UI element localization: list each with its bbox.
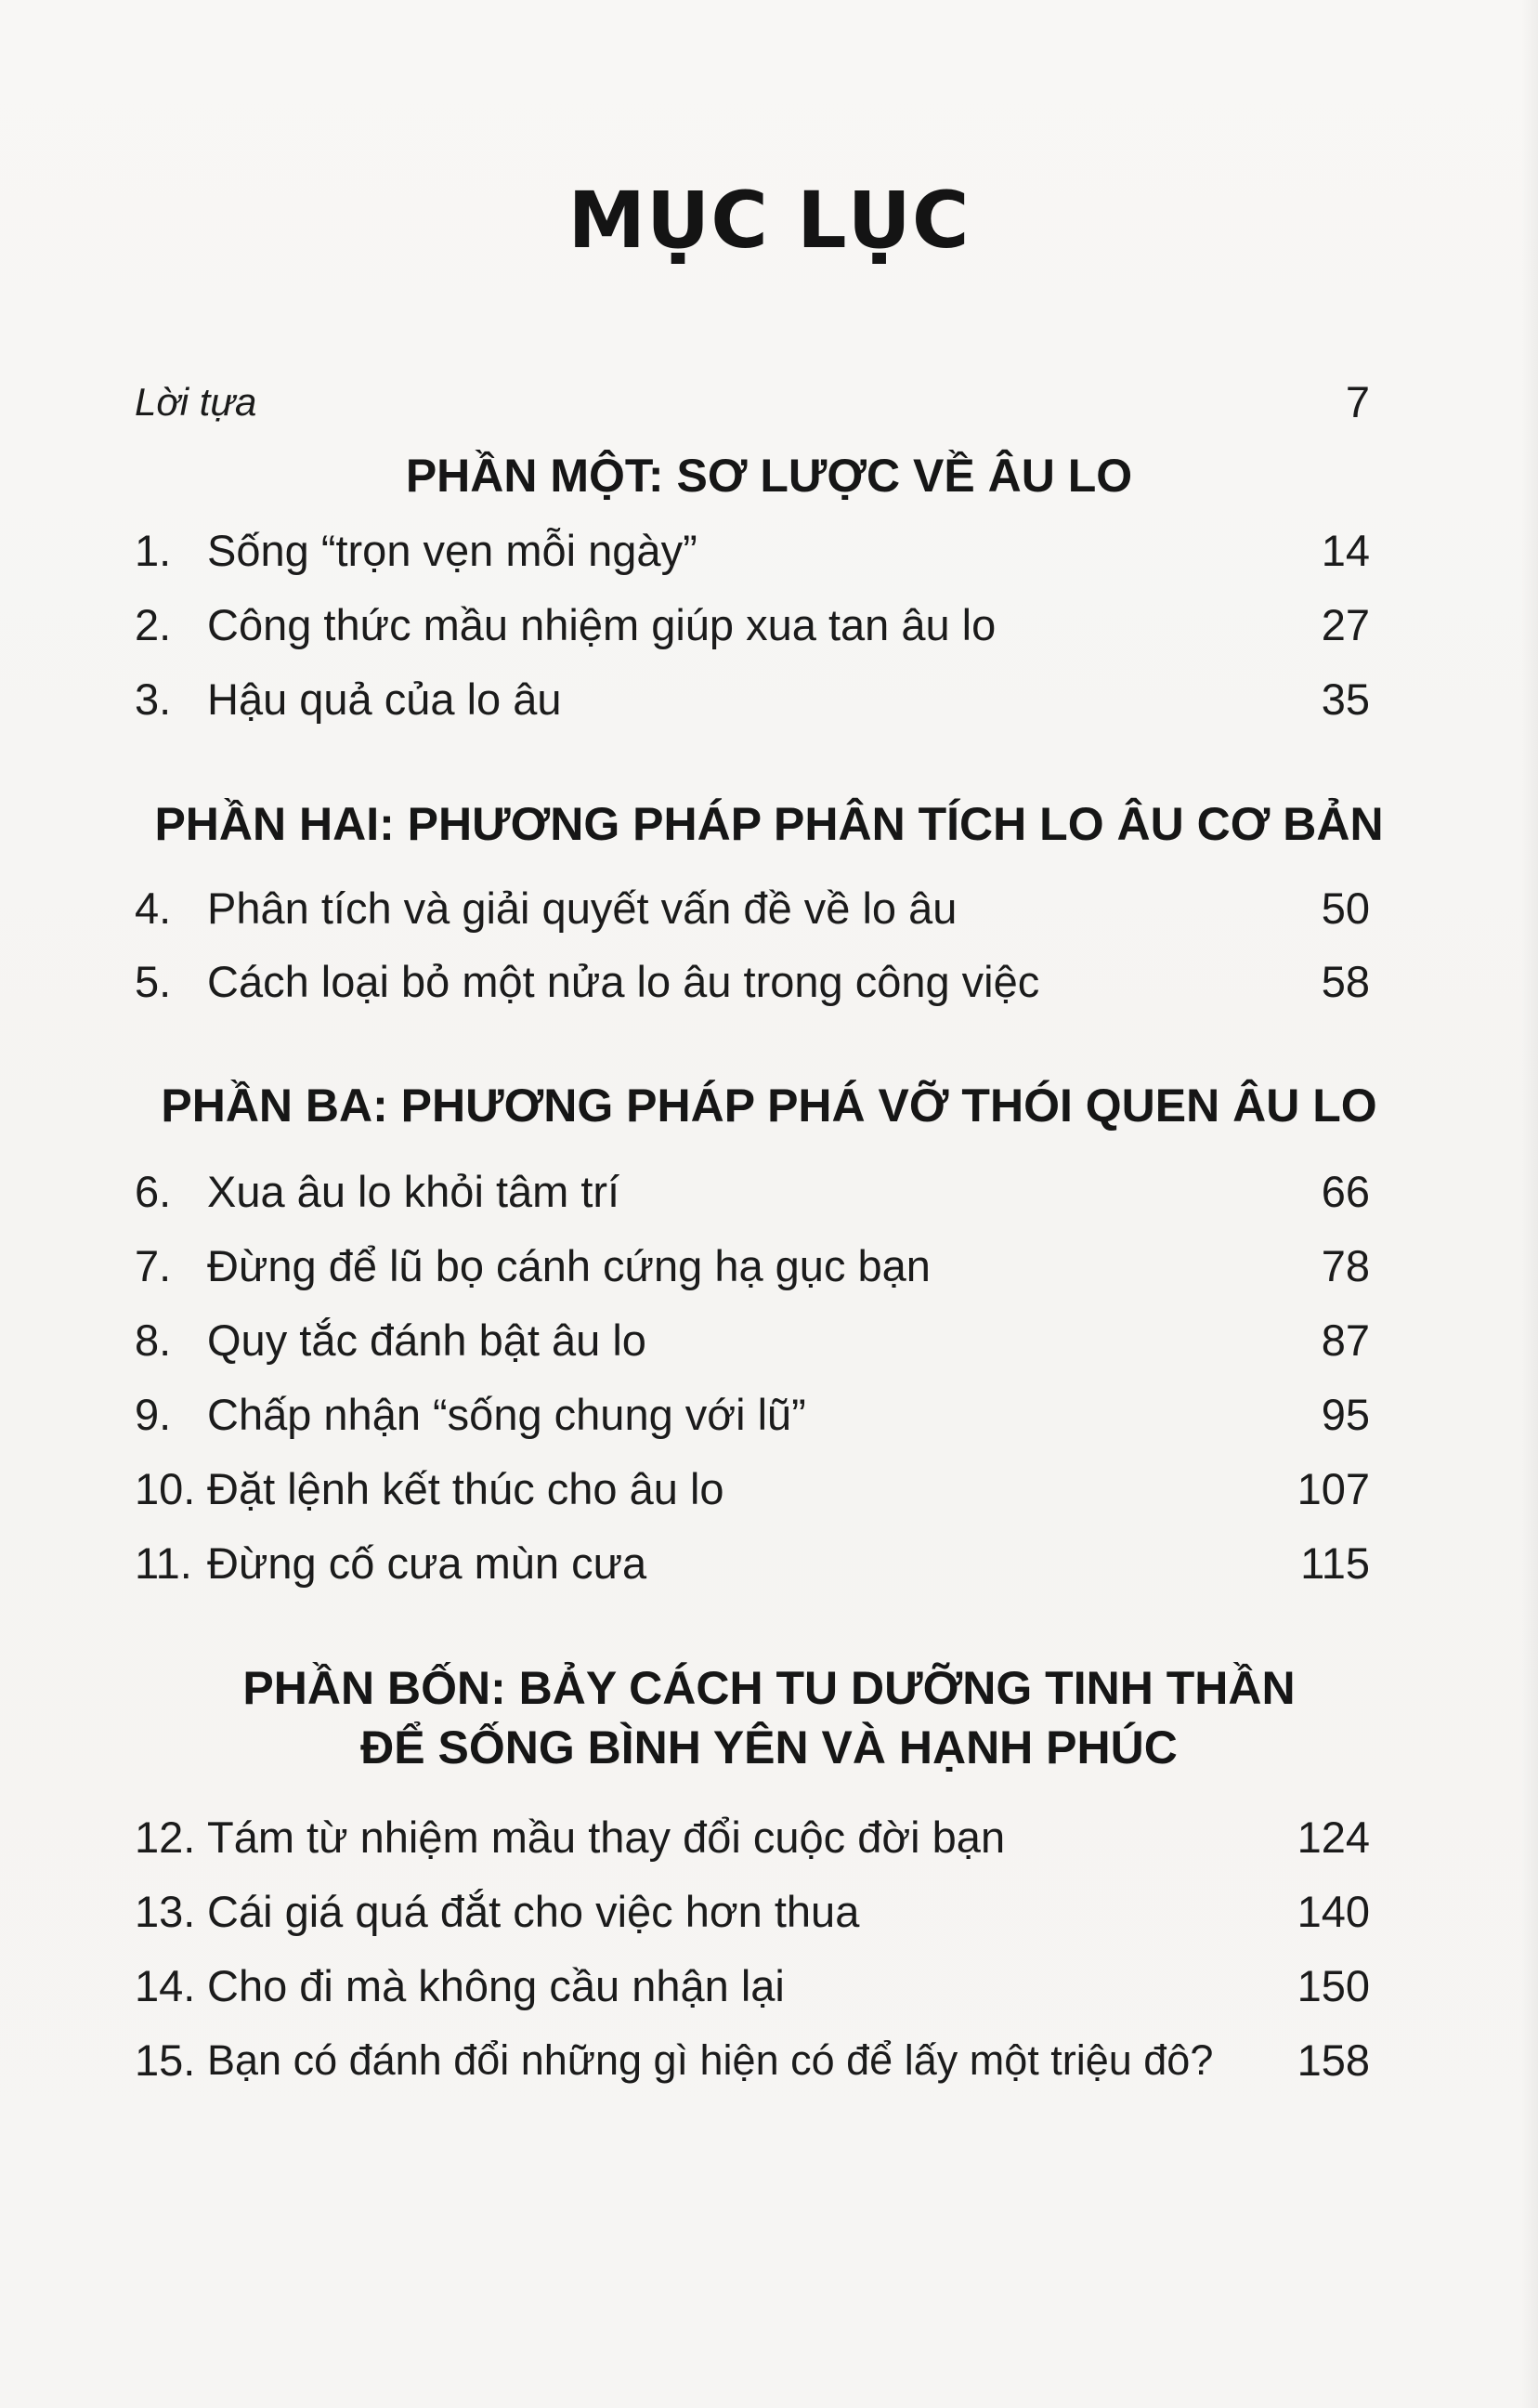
toc-entry[interactable] xyxy=(135,1238,1370,1294)
toc-entry-number: 2. xyxy=(135,600,172,649)
section-heading-line: ĐỂ SỐNG BÌNH YÊN VÀ HẠNH PHÚC xyxy=(360,1721,1178,1773)
toc-entry-page: 7 xyxy=(1345,377,1370,426)
toc-entry-label: Hậu quả của lo âu xyxy=(207,674,562,724)
section-heading-part-4 xyxy=(0,1658,1538,1777)
toc-entry-page: 50 xyxy=(1321,883,1370,933)
toc-entry-label: Công thức mầu nhiệm giúp xua tan âu lo xyxy=(207,600,997,649)
toc-entry-page: 115 xyxy=(1300,1538,1370,1588)
toc-entry-number: 4. xyxy=(135,883,172,933)
toc-entry[interactable] xyxy=(135,1958,1370,2014)
toc-entry-page: 27 xyxy=(1321,600,1370,649)
toc-entry-page: 150 xyxy=(1297,1961,1370,2010)
toc-entry[interactable] xyxy=(135,1313,1370,1368)
toc-entry-page: 66 xyxy=(1321,1167,1370,1216)
toc-entry-number: 15. xyxy=(135,2035,196,2085)
toc-entry[interactable] xyxy=(135,1810,1370,1865)
toc-entry-preface[interactable] xyxy=(135,374,1370,430)
page-title: MỤC LỤC xyxy=(567,175,971,266)
toc-entry-number: 7. xyxy=(135,1241,172,1290)
toc-entry-label: Đừng để lũ bọ cánh cứng hạ gục bạn xyxy=(207,1241,931,1290)
toc-entry-page: 14 xyxy=(1321,526,1370,575)
toc-entry-page: 158 xyxy=(1297,2035,1370,2085)
toc-entry-label: Đừng cố cưa mùn cưa xyxy=(207,1538,647,1588)
toc-entry-label: Xua âu lo khỏi tâm trí xyxy=(207,1167,620,1216)
section-heading-line: PHẦN HAI: PHƯƠNG PHÁP PHÂN TÍCH LO ÂU CƠ BẢN xyxy=(154,798,1384,850)
toc-entry-label: Tám từ nhiệm mầu thay đổi cuộc đời bạn xyxy=(207,1813,1006,1862)
section-heading-line: PHẦN MỘT: SƠ LƯỢC VỀ ÂU LO xyxy=(405,450,1133,502)
toc-entry-label: Lời tựa xyxy=(135,380,257,424)
toc-entry-number: 5. xyxy=(135,957,172,1006)
toc-entry-label: Cách loại bỏ một nửa lo âu trong công việc xyxy=(207,957,1040,1006)
toc-entry[interactable] xyxy=(135,1461,1370,1517)
toc-entry[interactable] xyxy=(135,1387,1370,1443)
toc-entry-label: Phân tích và giải quyết vấn đề về lo âu xyxy=(207,883,958,933)
toc-entry-number: 9. xyxy=(135,1390,172,1439)
toc-entry-number: 13. xyxy=(135,1887,196,1936)
toc-entry-label: Quy tắc đánh bật âu lo xyxy=(207,1315,646,1365)
section-heading-line: PHẦN BA: PHƯƠNG PHÁP PHÁ VỠ THÓI QUEN ÂU LO xyxy=(161,1080,1377,1132)
section-heading-part-3 xyxy=(0,1076,1538,1135)
toc-entry[interactable] xyxy=(135,2033,1370,2088)
section-heading-part-2 xyxy=(0,794,1538,854)
toc-entry[interactable] xyxy=(135,672,1370,727)
toc-entry-label: Sống “trọn vẹn mỗi ngày” xyxy=(207,526,697,575)
toc-entry[interactable] xyxy=(135,597,1370,653)
toc-entry[interactable] xyxy=(135,523,1370,579)
page-edge-shadow xyxy=(1521,0,1538,2408)
toc-entry-number: 6. xyxy=(135,1167,172,1216)
toc-entry-page: 58 xyxy=(1321,957,1370,1006)
toc-entry-label: Cái giá quá đắt cho việc hơn thua xyxy=(207,1887,860,1936)
toc-entry-number: 3. xyxy=(135,674,172,724)
section-heading-part-1 xyxy=(0,446,1538,505)
toc-entry-number: 8. xyxy=(135,1315,172,1365)
toc-entry[interactable] xyxy=(135,1884,1370,1940)
toc-entry-page: 107 xyxy=(1297,1464,1370,1513)
toc-entry-number: 14. xyxy=(135,1961,196,2010)
toc-entry-page: 35 xyxy=(1321,674,1370,724)
toc-entry-number: 1. xyxy=(135,526,172,575)
toc-entry[interactable] xyxy=(135,1536,1370,1591)
toc-entry[interactable] xyxy=(135,881,1370,936)
toc-entry-label: Chấp nhận “sống chung với lũ” xyxy=(207,1390,806,1439)
section-heading-line: PHẦN BỐN: BẢY CÁCH TU DƯỠNG TINH THẦN xyxy=(242,1662,1296,1714)
toc-entry-label: Cho đi mà không cầu nhận lại xyxy=(207,1961,785,2010)
toc-entry-number: 11. xyxy=(135,1538,192,1588)
toc-entry-number: 12. xyxy=(135,1813,196,1862)
toc-entry-page: 124 xyxy=(1297,1813,1370,1862)
toc-entry-page: 87 xyxy=(1321,1315,1370,1365)
toc-entry[interactable] xyxy=(135,954,1370,1010)
toc-entry-page: 95 xyxy=(1321,1390,1370,1439)
toc-entry[interactable] xyxy=(135,1164,1370,1220)
toc-entry-number: 10. xyxy=(135,1464,196,1513)
toc-entry-page: 140 xyxy=(1297,1887,1370,1936)
toc-entry-label: Bạn có đánh đổi những gì hiện có để lấy một triệu đô? xyxy=(207,2036,1214,2084)
toc-entry-label: Đặt lệnh kết thúc cho âu lo xyxy=(207,1464,724,1513)
toc-entry-page: 78 xyxy=(1321,1241,1370,1290)
